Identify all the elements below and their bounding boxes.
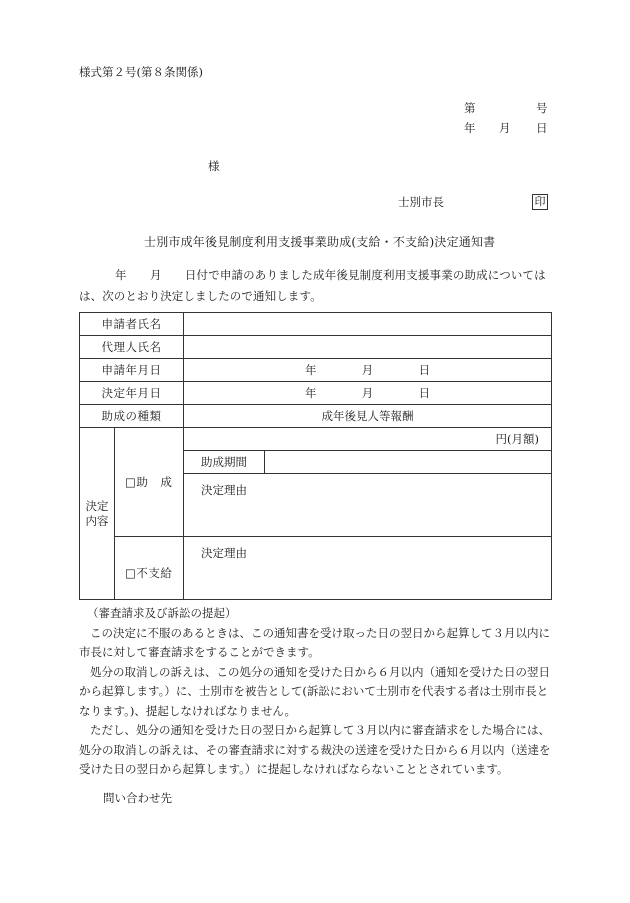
- document-number-suffix: 号: [536, 101, 548, 115]
- form-id: 様式第２号(第８条関係): [79, 65, 203, 79]
- decision-table: [79, 312, 552, 600]
- table-row: [80, 405, 552, 428]
- application-date-label: 申請年月日: [80, 359, 184, 382]
- appeal-heading: （審査請求及び訴訟の提起）: [87, 606, 237, 620]
- intro-text: [79, 265, 553, 307]
- decision-year: 年: [304, 386, 317, 400]
- addressee-suffix: 様: [208, 159, 220, 173]
- table-row: [80, 537, 552, 600]
- agent-name-label: 代理人氏名: [80, 336, 184, 359]
- decision-month: 月: [361, 386, 374, 400]
- table-row: [80, 382, 552, 405]
- aid-type-label: 助成の種類: [80, 405, 184, 428]
- aid-type-value: 成年後見人等報酬: [184, 405, 552, 428]
- grant-period-value: [265, 451, 552, 474]
- table-row: [80, 313, 552, 336]
- appeal-notice: [79, 604, 555, 780]
- deny-reason-label: 決定理由: [184, 537, 552, 600]
- issue-month-label: 月: [499, 121, 511, 135]
- issue-year-label: 年: [464, 121, 476, 135]
- amount-cell: 円(月額): [184, 428, 552, 451]
- appeal-paragraph-1: この決定に不服のあるときは、この通知書を受け取った日の翌日から起算して３月以内に市長に対して審査請求をすることができます。: [79, 625, 550, 659]
- seal-mark: 印: [532, 194, 548, 210]
- option-grant: □助 成: [115, 428, 184, 537]
- issuer-name: 士別市長: [398, 195, 444, 209]
- grant-period-label: 助成期間: [184, 451, 265, 474]
- grant-reason-label: 決定理由: [184, 474, 552, 537]
- decision-date-label: 決定年月日: [80, 382, 184, 405]
- decision-content-label: [80, 428, 115, 600]
- applicant-name-label: 申請者氏名: [80, 313, 184, 336]
- applicant-name-value: [184, 313, 552, 336]
- table-row: [80, 359, 552, 382]
- document-title: 士別市成年後見制度利用支援事業助成(支給・不支給)決定通知書: [144, 235, 496, 249]
- decision-date-value: [184, 382, 552, 405]
- intro-line-1: 年 月 日付で申請のありました成年後見制度利用支援事業の助成については: [115, 268, 546, 282]
- decision-content-text: 決定内容: [85, 498, 109, 528]
- application-month: 月: [361, 363, 374, 377]
- inquiry-label: 問い合わせ先: [103, 791, 172, 805]
- appeal-paragraph-3: ただし、処分の通知を受けた日の翌日から起算して３月以内に審査請求をした場合には、処分の取消しの訴えは、その審査請求に対する裁決の送達を受けた日から６月以内（送達を受けた日の翌日から起算します。）に提起しなければならないこととされています。: [79, 723, 551, 776]
- intro-line-2: は、次のとおり決定しましたので通知します。: [79, 289, 322, 303]
- document-number-label: 第: [464, 101, 476, 115]
- decision-day: 日: [418, 386, 431, 400]
- appeal-paragraph-2: 処分の取消しの訴えは、この処分の通知を受けた日から６月以内（通知を受けた日の翌日から起算します。）に、士別市を被告として(訴訟において士別市を代表する者は士別市長となります。)、提起しなければなりません。: [79, 664, 550, 718]
- table-row: [80, 428, 552, 451]
- agent-name-value: [184, 336, 552, 359]
- application-day: 日: [418, 363, 431, 377]
- table-row: [80, 336, 552, 359]
- option-deny: □不支給: [115, 537, 184, 600]
- issue-day-label: 日: [536, 121, 548, 135]
- application-date-value: [184, 359, 552, 382]
- application-year: 年: [304, 363, 317, 377]
